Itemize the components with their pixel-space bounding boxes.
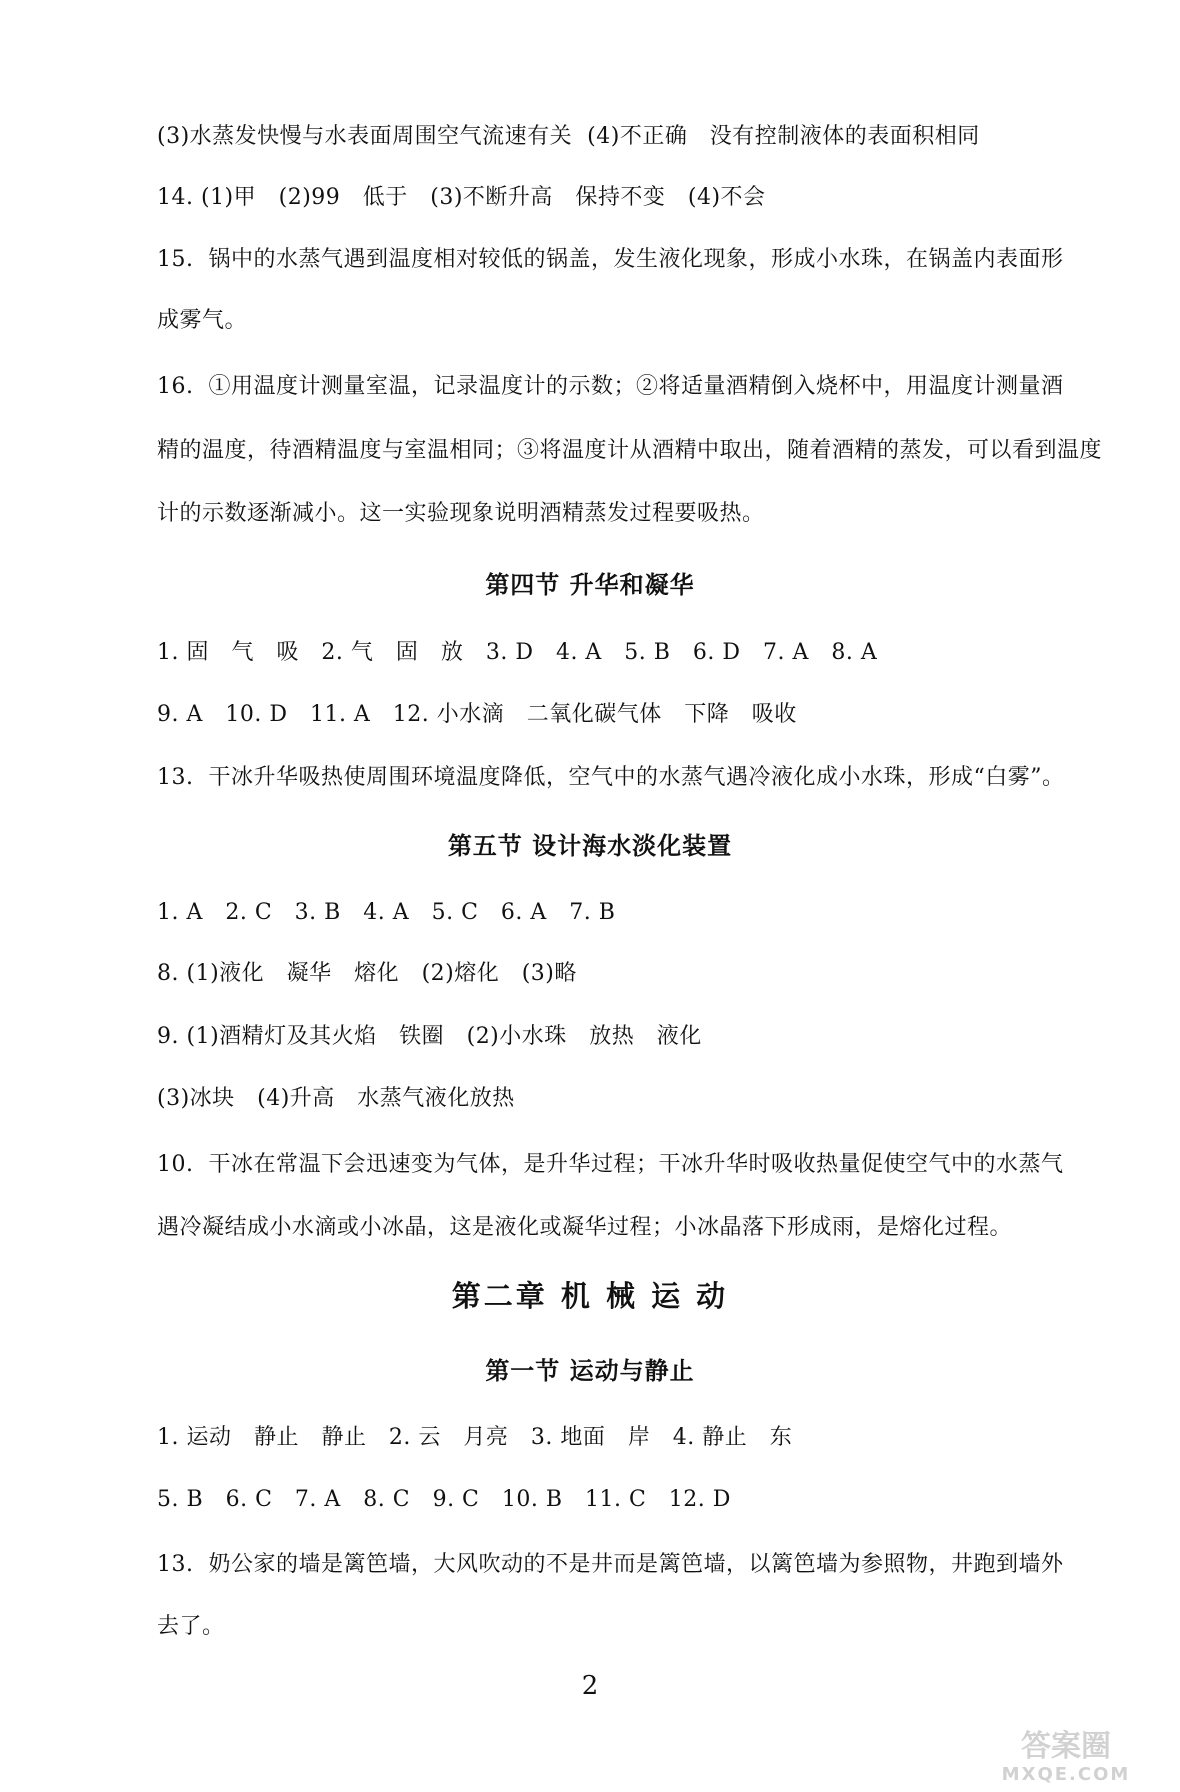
watermark-title: 答案圈 [1021,1729,1111,1764]
answer-line: 成雾气。 [157,308,248,333]
answer-line: (3)水蒸发快慢与水表面周围空气流速有关 (4)不正确 没有控制液体的表面积相同 [157,124,980,149]
answer-line: 9. A 10. D 11. A 12. 小水滴 二氧化碳气体 下降 吸收 [157,702,797,727]
answer-line: 遇冷凝结成小水滴或小冰晶，这是液化或凝华过程；小冰晶落下形成雨，是熔化过程。 [157,1215,1013,1240]
section-heading: 第四节 升华和凝华 [485,571,695,599]
answer-line: 精的温度，待酒精温度与室温相同；③将温度计从酒精中取出，随着酒精的蒸发，可以看到温度 [157,438,1103,463]
answer-line: 8. (1)液化 凝华 熔化 (2)熔化 (3)略 [157,961,577,986]
answer-line: 1. A 2. C 3. B 4. A 5. C 6. A 7. B [157,900,616,925]
answer-line: 去了。 [157,1614,225,1639]
watermark-logo [966,1722,1166,1786]
answer-line: 9. (1)酒精灯及其火焰 铁圈 (2)小水珠 放热 液化 [157,1024,702,1049]
answer-line: 计的示数逐渐减小。这一实验现象说明酒精蒸发过程要吸热。 [157,501,765,526]
page-number: 2 [581,1671,599,1701]
answer-line: 13. 干冰升华吸热使周围环境温度降低，空气中的水蒸气遇冷液化成小水珠，形成“白雾”。 [157,765,1065,790]
answer-line: 1. 固 气 吸 2. 气 固 放 3. D 4. A 5. B 6. D 7. A 8. A [157,640,878,665]
answer-line: 15. 锅中的水蒸气遇到温度相对较低的锅盖，发生液化现象，形成小水珠，在锅盖内表面形 [157,247,1064,272]
answer-line: 16. ①用温度计测量室温，记录温度计的示数；②将适量酒精倒入烧杯中，用温度计测量酒 [157,374,1064,399]
answer-line: 14. (1)甲 (2)99 低于 (3)不断升高 保持不变 (4)不会 [157,185,766,210]
section-heading: 第一节 运动与静止 [485,1357,695,1385]
section-heading: 第五节 设计海水淡化装置 [447,832,733,860]
answer-line: 13. 奶公家的墙是篱笆墙，大风吹动的不是井而是篱笆墙，以篱笆墙为参照物，井跑到墙外 [157,1552,1064,1577]
answer-line: (3)冰块 (4)升高 水蒸气液化放热 [157,1086,515,1111]
answer-line: 10. 干冰在常温下会迅速变为气体，是升华过程；干冰升华时吸收热量促使空气中的水蒸气 [157,1152,1064,1177]
answer-line: 1. 运动 静止 静止 2. 云 月亮 3. 地面 岸 4. 静止 东 [157,1425,793,1450]
chapter-heading: 第二章 机 械 运 动 [451,1279,729,1313]
watermark-url: MXQE.COM [1001,1764,1131,1785]
answer-line: 5. B 6. C 7. A 8. C 9. C 10. B 11. C 12. D [157,1487,731,1512]
